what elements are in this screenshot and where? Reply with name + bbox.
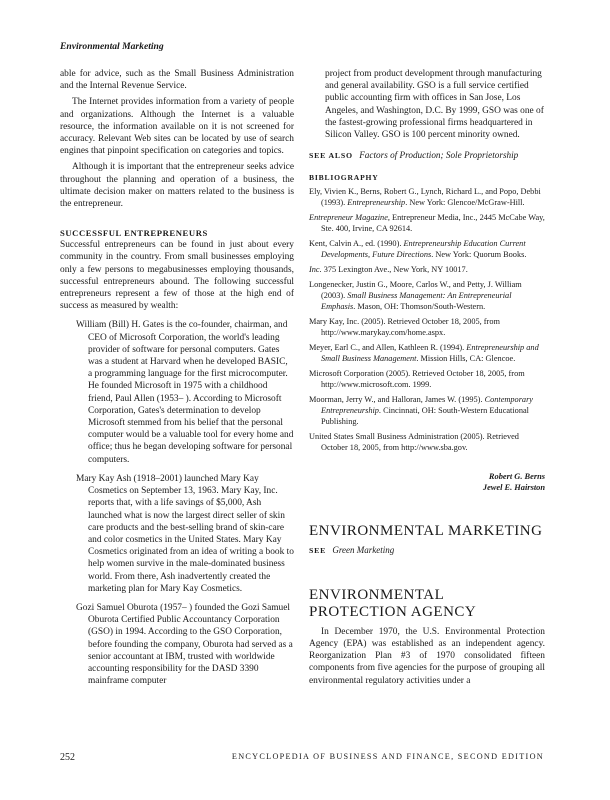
bibliography-text: Mary Kay, Inc. (2005). Retrieved October 18, 2005, from http://www.marykay.com/home.aspx. (309, 317, 500, 338)
bibliography-entry (309, 368, 545, 390)
bibliography-title: Entrepreneurship (347, 198, 406, 208)
bibliography-list (309, 186, 545, 453)
bio-ash: Mary Kay Ash (1918–2001) launched Mary Kay Cosmetics on September 13, 1963. Mary Kay, Inc. reports that, with a life savings of $5,000, Ash launched what is now the largest direct seller of skin care products and the best-selling brand of skin-care and color cosmetics in the United States. Mary Kay Cosmetics originated from an idea of writing a book to help women survive in the male-dominated business world. From there, Ash inadvertently created the marketing plan for Mary Kay Cosmetics. (76, 473, 294, 594)
bibliography-entry (309, 264, 545, 275)
bibliography-entry (309, 394, 545, 427)
paragraph: The Internet provides information from a variety of people and organizations. Although the Internet is a valuable resource, the information available on it is not screened for accuracy. Relevant Web sites can be located by use of search engines that pinpoint specification on categories and topics. (60, 97, 294, 157)
bibliography-title: Inc. (309, 265, 322, 275)
author-name: Jewel E. Hairston (482, 483, 545, 493)
see-also (309, 150, 545, 160)
author-signature (309, 471, 545, 493)
author-name: Robert G. Berns (488, 472, 545, 482)
footer-book-title: ENCYCLOPEDIA OF BUSINESS AND FINANCE, SECOND EDITION (231, 752, 544, 761)
bibliography-title: Entrepreneurship and Small Business Management (321, 343, 539, 364)
bibliography-text: , Entrepreneur Media, Inc., 2445 McCabe Way, Ste. 400, Irvine, CA 92614. (321, 213, 545, 234)
bio-oburota: Gozi Samuel Oburota (1957– ) founded the Gozi Samuel Oburota Certified Public Accountancy Corporation (GSO) in 1994. According to the GSO Corporation, before founding the company, Oburota had served as a senior accountant at IBM, trusted with worldwide accounting responsibility for the DASD 3390 mainframe computer (76, 602, 293, 687)
bibliography-entry (309, 238, 545, 260)
bibliography-text: . Mission Hills, CA: Glencoe. (416, 354, 516, 364)
bibliography-entry (309, 316, 545, 338)
bio-oburota-continued: project from product development through manufacturing and general availability. GSO is a full service certified public accounting firm with offices in San Jose, Los Angeles, and Washington, D.C. By 1999, GSO was one of the fastest-growing professional firms headquartered in Silicon Valley. GSO is 100 percent minority owned. (325, 69, 544, 141)
bibliography-text: Meyer, Earl C., and Allen, Kathleen R. (1994). (309, 343, 467, 353)
cross-reference-link[interactable]: Green Marketing (332, 544, 395, 555)
bibliography-title: Small Business Management: An Entrepreneurial Emphasis (321, 291, 512, 312)
cross-reference (309, 545, 545, 555)
bibliography-entry (309, 186, 545, 208)
section-heading: SUCCESSFUL ENTREPRENEURS (60, 228, 208, 239)
bibliography-entry (309, 279, 545, 312)
bibliography-text: 375 Lexington Ave., New York, NY 10017. (321, 265, 468, 275)
right-column (309, 68, 545, 687)
bibliography-text: . Mason, OH: Thomson/South-Western. (353, 302, 486, 312)
bibliography-heading: BIBLIOGRAPHY (309, 173, 379, 183)
bibliography-entry (309, 342, 545, 364)
bibliography-title: Entrepreneur Magazine (309, 213, 388, 223)
bibliography-title: Contemporary Entrepreneurship (321, 395, 533, 416)
paragraph: able for advice, such as the Small Business Administration and the Internal Revenue Service. (60, 69, 294, 92)
bibliography-text: Longenecker, Justin G., Moore, Carlos W., and Petty, J. William (2003). (309, 280, 522, 301)
bio-gates: William (Bill) H. Gates is the co-founder, chairman, and CEO of Microsoft Corporation, the world's leading provider of software for personal computers. Gates was a student at Harvard when he developed BASIC, a programming language for the first microcomputer. He founded Microsoft in 1975 with a childhood friend, Paul Allen (1953– ). According to Microsoft Corporation, Gates's determination to develop Microsoft stemmed from his belief that the personal computer would be a valuable tool for every home and office; thus he began developing software for personal computers. (76, 320, 294, 465)
see-label: SEE (309, 545, 327, 555)
bibliography-text: Moorman, Jerry W., and Halloran, James W. (1995). (309, 395, 485, 405)
bibliography-text: . New York: Glencoe/McGraw-Hill. (405, 198, 525, 208)
paragraph: Successful entrepreneurs can be found in just about every community in the country. From small businesses employing only a few persons to megabusinesses employing thousands, successful entrepreneurs abound. The following successful entrepreneurs represent a few of those at the high end of success as measured by wealth: (60, 240, 294, 312)
bibliography-text: Ely, Vivien K., Berns, Robert G., Lynch, Richard L., and Popo, Debbi (1993). (309, 187, 541, 208)
running-head: Environmental Marketing (60, 41, 164, 52)
entry-title: ENVIRONMENTAL PROTECTION AGENCY (309, 586, 477, 621)
bibliography-title: Entrepreneurship Education Current Developments, Future Directions (321, 239, 526, 260)
paragraph: In December 1970, the U.S. Environmental Protection Agency (EPA) was established as an independent agency. Reorganization Plan #3 of 1970 consolidated fifteen components from five agencies for the purpose of grouping all environmental regulatory activities under a (309, 626, 545, 686)
left-column (60, 68, 294, 687)
see-also-label: SEE ALSO (309, 151, 353, 161)
bibliography-text: Kent, Calvin A., ed. (1990). (309, 239, 404, 249)
entry-title: ENVIRONMENTAL MARKETING (309, 523, 543, 540)
bibliography-entry (309, 431, 545, 453)
page-number: 252 (60, 752, 75, 763)
bibliography-text: Microsoft Corporation (2005). Retrieved October 18, 2005, from http://www.microsoft.com. 1999. (309, 369, 525, 390)
see-also-link[interactable]: Factors of Production; Sole Proprietorship (359, 150, 519, 161)
paragraph: Although it is important that the entrepreneur seeks advice throughout the planning and operation of a business, the ultimate decision maker on matters related to the business is the entrepreneur. (60, 162, 294, 210)
bibliography-text: United States Small Business Administration (2005). Retrieved October 18, 2005, from http://www.sba.gov. (309, 432, 519, 453)
bibliography-text: . New York: Quorum Books. (431, 250, 527, 260)
bibliography-text: . Cincinnati, OH: South-Western Educational Publishing. (321, 406, 529, 427)
bibliography-entry (309, 212, 545, 234)
